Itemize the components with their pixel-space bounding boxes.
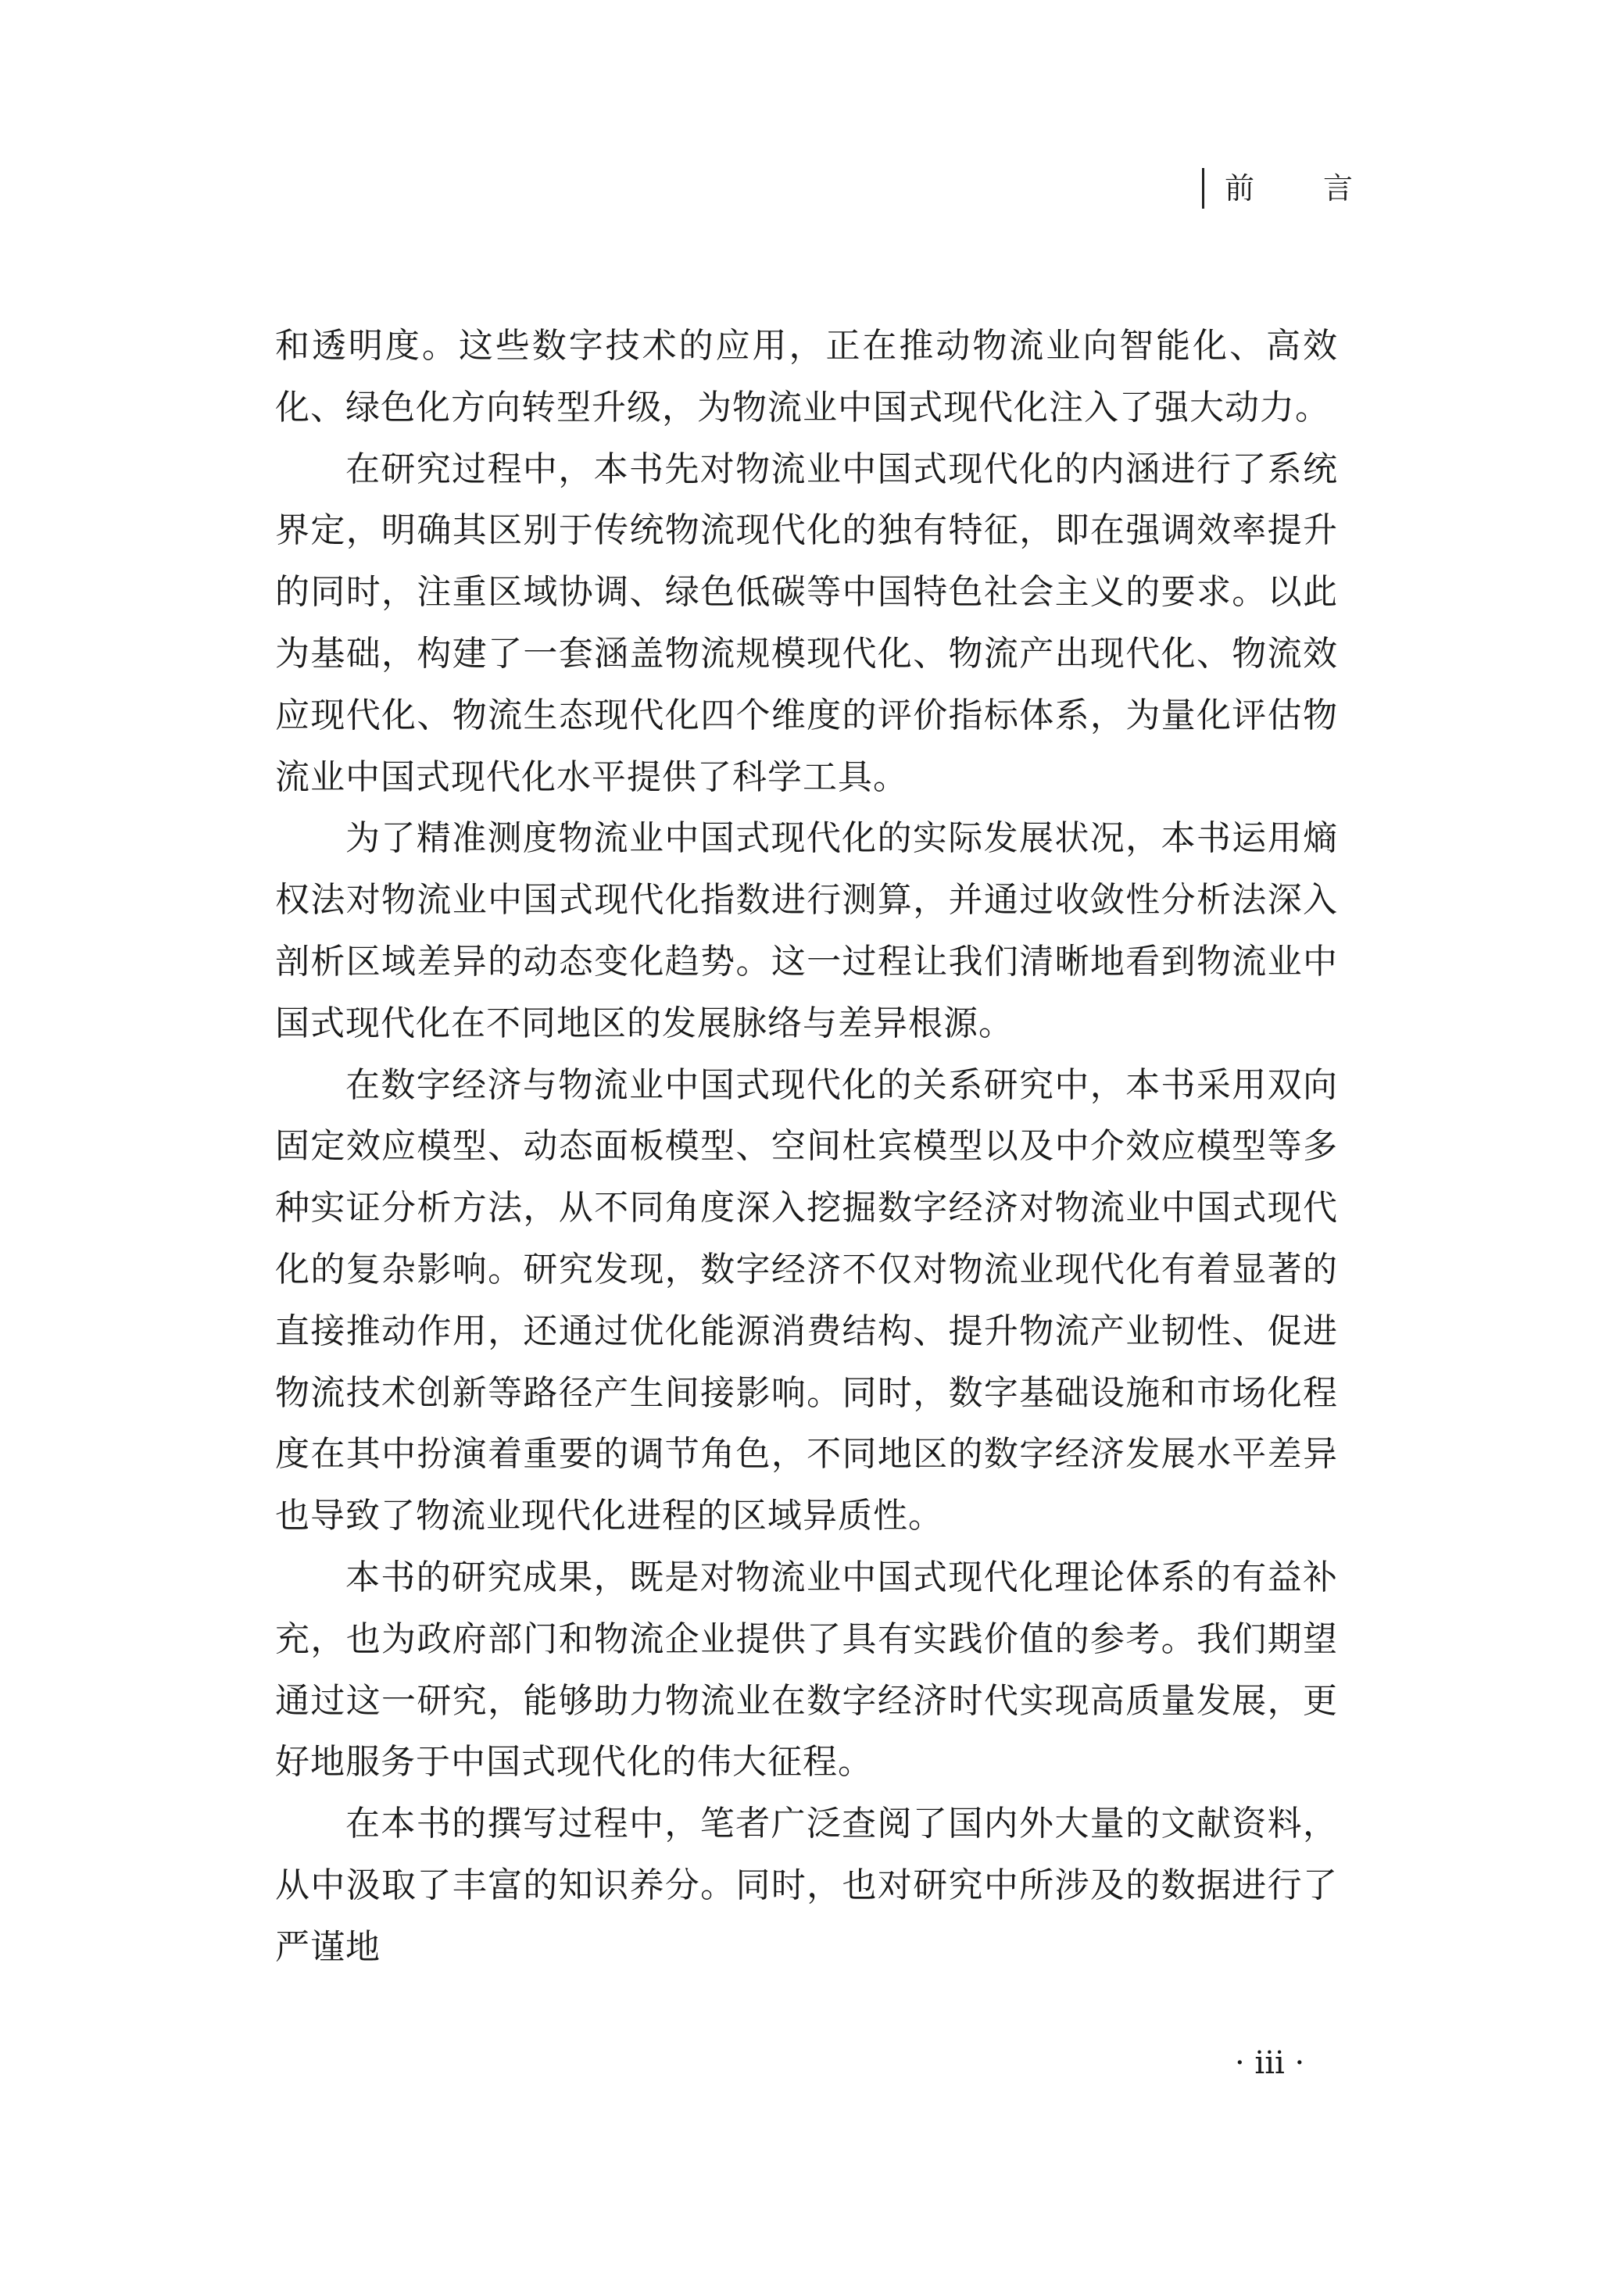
paragraph: 在研究过程中，本书先对物流业中国式现代化的内涵进行了系统界定，明确其区别于传统物流现代化的独有特征，即在强调效率提升的同时，注重区域协调、绿色低碳等中国特色社会主义的要求。以此为基础，构建了一套涵盖物流规模现代化、物流产出现代化、物流效应现代化、物流生态现代化四个维度的评价指标体系，为量化评估物流业中国式现代化水平提供了科学工具。 <box>275 449 1338 797</box>
header-title: 前言 <box>1225 171 1422 206</box>
paragraph: 为了精准测度物流业中国式现代化的实际发展状况，本书运用熵权法对物流业中国式现代化指数进行测算，并通过收敛性分析法深入剖析区域差异的动态变化趋势。这一过程让我们清晰地看到物流业中国式现代化在不同地区的发展脉络与差异根源。 <box>275 818 1338 1043</box>
page-number: · iii · <box>1235 2045 1305 2081</box>
paragraph: 本书的研究成果，既是对物流业中国式现代化理论体系的有益补充，也为政府部门和物流企业提供了具有实践价值的参考。我们期望通过这一研究，能够助力物流业在数字经济时代实现高质量发展，更好地服务于中国式现代化的伟大征程。 <box>275 1557 1338 1783</box>
header-rule <box>1202 168 1204 209</box>
running-header <box>1202 163 1422 214</box>
paragraph: 在数字经济与物流业中国式现代化的关系研究中，本书采用双向固定效应模型、动态面板模型、空间杜宾模型以及中介效应模型等多种实证分析方法，从不同角度深入挖掘数字经济对物流业中国式现代化的复杂影响。研究发现，数字经济不仅对物流业现代化有着显著的直接推动作用，还通过优化能源消费结构、提升物流产业韧性、促进物流技术创新等路径产生间接影响。同时，数字基础设施和市场化程度在其中扮演着重要的调节角色，不同地区的数字经济发展水平差异也导致了物流业现代化进程的区域异质性。 <box>275 1064 1338 1536</box>
paragraph: 在本书的撰写过程中，笔者广泛查阅了国内外大量的文献资料，从中汲取了丰富的知识养分。同时，也对研究中所涉及的数据进行了严谨地 <box>275 1804 1338 1967</box>
paragraph: 和透明度。这些数字技术的应用，正在推动物流业向智能化、高效化、绿色化方向转型升级，为物流业中国式现代化注入了强大动力。 <box>275 326 1338 427</box>
body-text <box>275 316 1338 1979</box>
